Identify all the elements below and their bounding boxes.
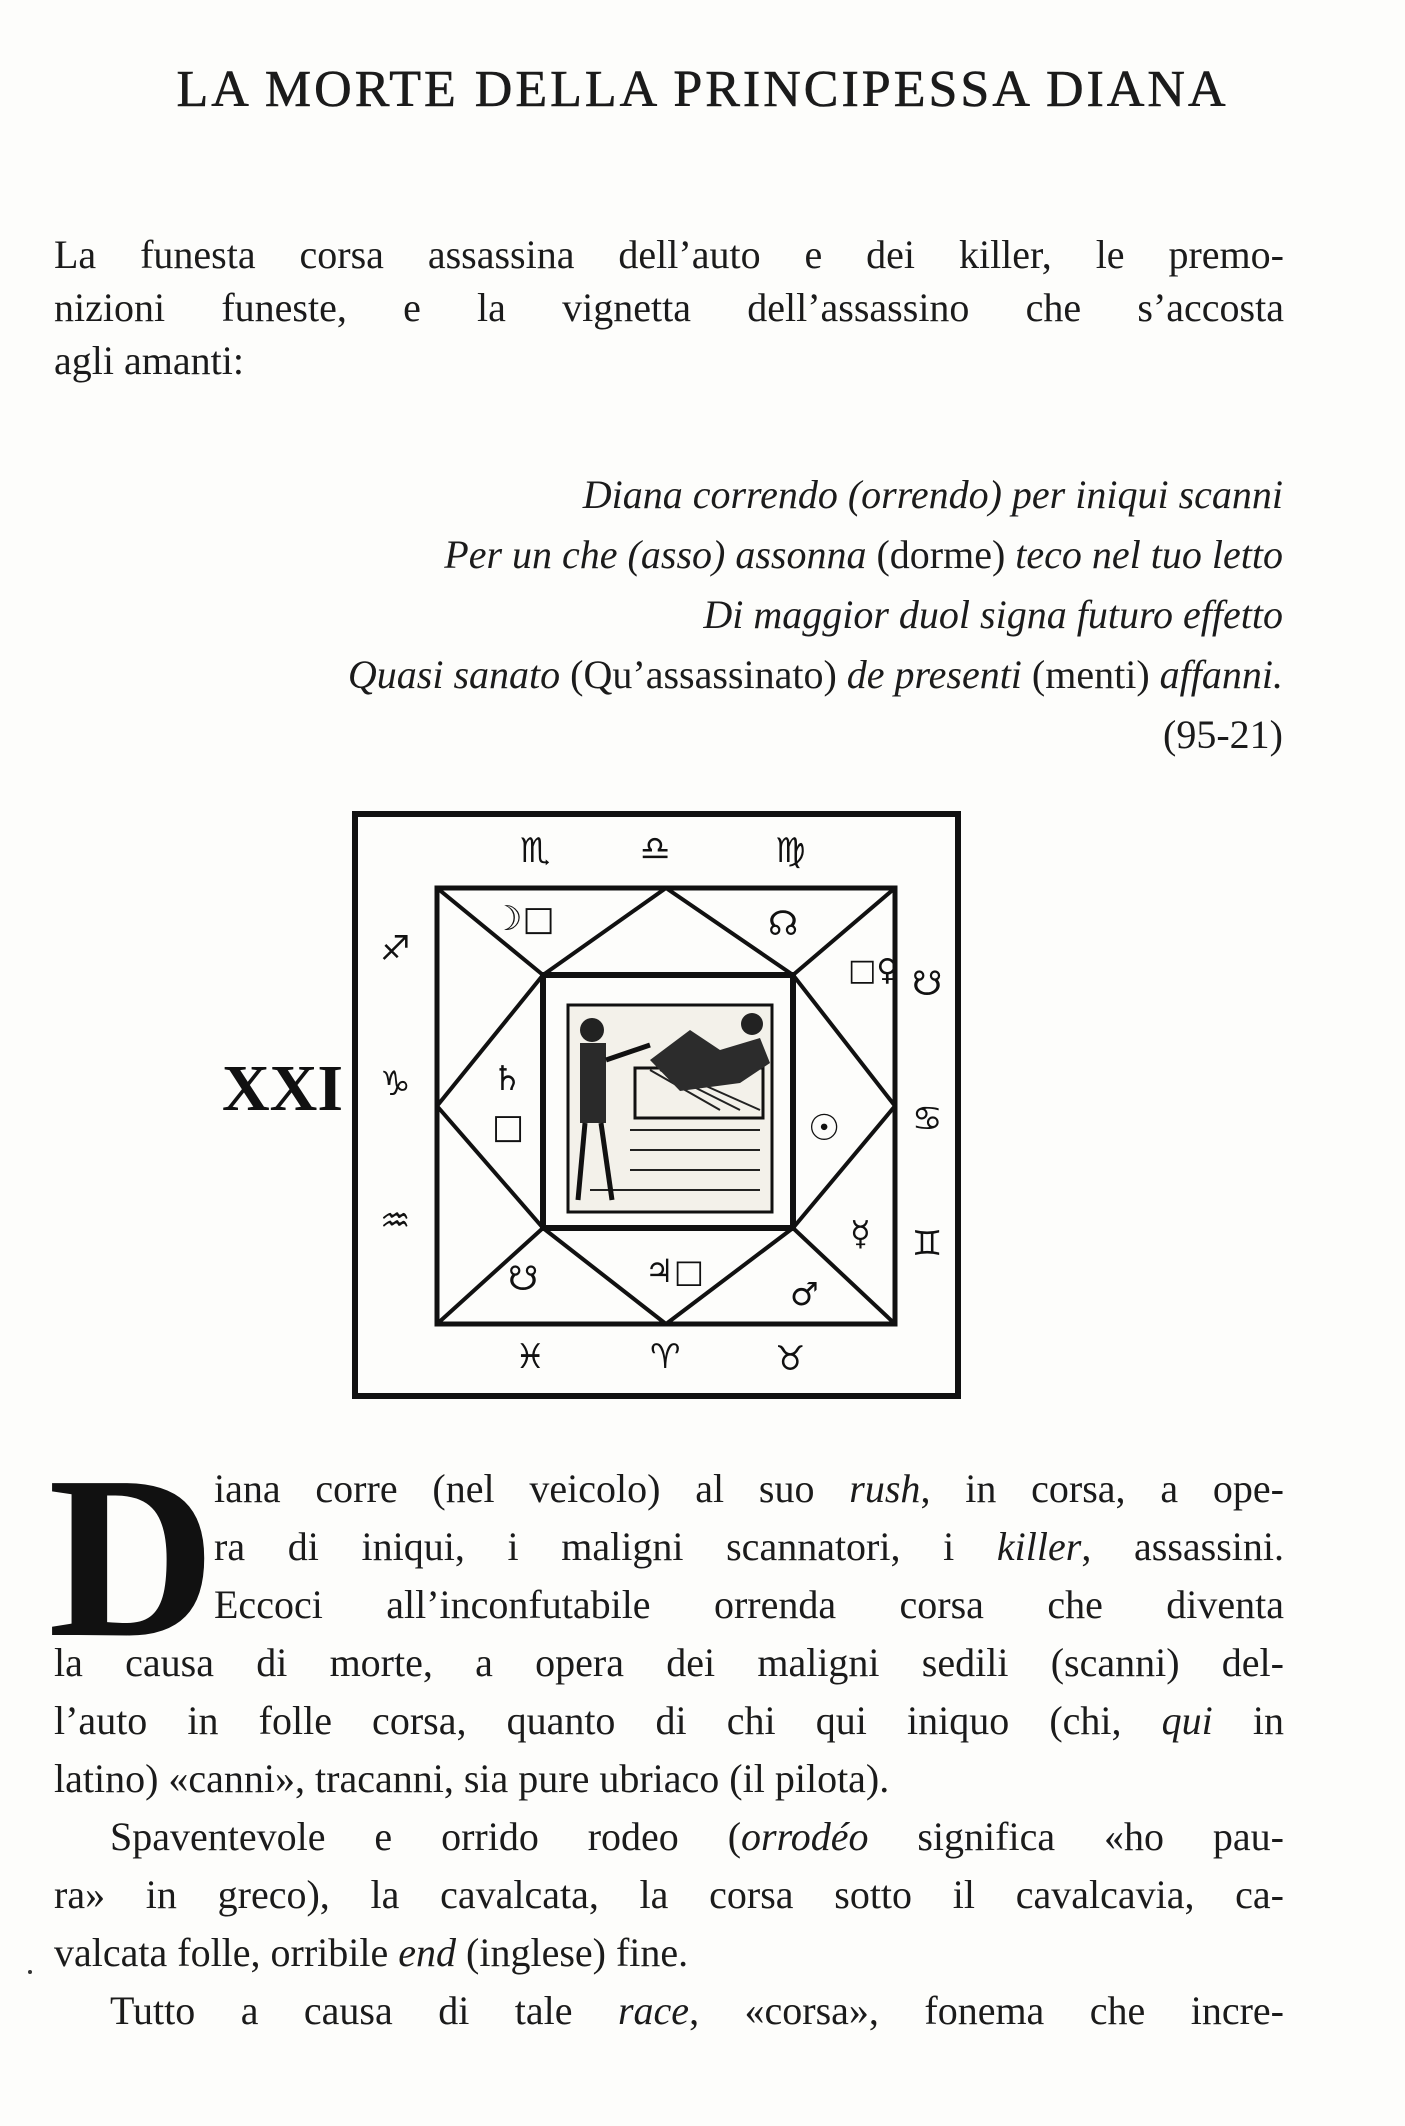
body-line: latino) «canni», tracanni, sia pure ubriaco (il pilota). [54, 1756, 890, 1801]
woodcut-scene [568, 1005, 772, 1212]
planet-venus-square: □♀ [848, 953, 899, 988]
page-title: LA MORTE DELLA PRINCIPESSA DIANA [176, 61, 1229, 118]
zodiac-aquarius: ♒ [380, 1201, 411, 1241]
planet-saturn: ♄ [492, 1059, 523, 1099]
planet-moon-square: ☽□ [492, 899, 555, 939]
verse-gloss: (Qu’assassinato) [560, 652, 847, 697]
inner-frame [543, 975, 793, 1228]
body-paragraphs [54, 1460, 1284, 2040]
body-line: valcata folle, orribile end (inglese) fine. [54, 1930, 689, 1975]
intro-line: agli amanti: [54, 338, 244, 383]
verse-text: Quasi sanato [347, 652, 561, 697]
zodiac-signs [380, 829, 942, 1379]
intro-line: nizioni funeste, e la vignetta dell’assassino che s’accosta [54, 285, 1284, 330]
body-line: ra» in greco), la cavalcata, la corsa sotto il cavalcavia, ca- [54, 1872, 1284, 1917]
diagonal-lines [437, 888, 895, 1324]
body-line: Spaventevole e orrido rodeo (orrodéo significa «ho pau- [110, 1814, 1285, 1859]
planet-north-node: ☊ [768, 904, 799, 944]
zodiac-virgo: ♍ [775, 831, 806, 871]
zodiac-capricorn: ♑ [380, 1064, 411, 1104]
verse-line-1 [348, 465, 1283, 525]
body-line: l’auto in folle corsa, quanto di chi qui iniquo (chi, qui in [54, 1698, 1284, 1743]
intro-paragraph [54, 228, 1284, 387]
intro-line: La funesta corsa assassina dell’auto e dei killer, le premo- [54, 232, 1284, 277]
body-line: iana corre (nel veicolo) al suo rush, in corsa, a ope- [214, 1466, 1284, 1511]
figure-label: XXI [222, 1052, 344, 1125]
zodiac-aries: ♈ [650, 1337, 681, 1377]
zodiac-sagittarius: ♐ [380, 929, 411, 969]
body-line: Eccoci all’inconfutabile orrenda corsa che diventa [214, 1582, 1284, 1627]
body-line: la causa di morte, a opera dei maligni sedili (scanni) del- [54, 1640, 1284, 1685]
outer-frame [355, 814, 958, 1396]
page-speck [28, 1970, 32, 1974]
verse-gloss: (dorme) [866, 532, 1016, 577]
planet-south-node: ☋ [508, 1259, 539, 1299]
zodiac-node-right: ☋ [912, 964, 943, 1004]
verse-gloss: (menti) [1021, 652, 1160, 697]
verse-line-4 [348, 645, 1283, 705]
planet-sun: ☉ [808, 1108, 841, 1149]
quatrain [348, 465, 1283, 765]
planet-mercury: ☿ [850, 1214, 871, 1254]
zodiac-cancer: ♋ [912, 1099, 943, 1139]
planet-square-left: □ [492, 1107, 525, 1147]
verse-text: Diana correndo (orrendo) per iniqui scanni [582, 472, 1283, 517]
verse-text: de presenti [846, 652, 1022, 697]
planet-mars: ♂ [790, 1275, 819, 1313]
planet-jupiter-square: ♃□ [645, 1252, 704, 1290]
body-line: ra di iniqui, i maligni scannatori, i killer, assassini. [214, 1524, 1284, 1569]
zodiac-gemini: ♊ [912, 1224, 943, 1264]
planet-symbols [492, 899, 898, 1313]
zodiac-taurus: ♉ [775, 1339, 806, 1379]
zodiac-pisces: ♓ [515, 1337, 546, 1377]
drop-cap: D [48, 1429, 216, 1686]
zodiac-libra: ♎ [640, 829, 671, 869]
verse-reference: (95-21) [1163, 712, 1283, 757]
zodiac-scorpio: ♏ [520, 831, 551, 871]
verse-text: Per un che (asso) assonna [444, 532, 867, 577]
verse-line-2 [348, 525, 1283, 585]
verse-text: teco nel tuo letto [1015, 532, 1283, 577]
middle-frame [437, 888, 895, 1324]
verse-line-3 [348, 585, 1283, 645]
verse-text: affanni. [1159, 652, 1283, 697]
verse-text: Di maggior duol signa futuro effetto [703, 592, 1283, 637]
body-line: Tutto a causa di tale race, «corsa», fonema che incre- [110, 1988, 1285, 2033]
